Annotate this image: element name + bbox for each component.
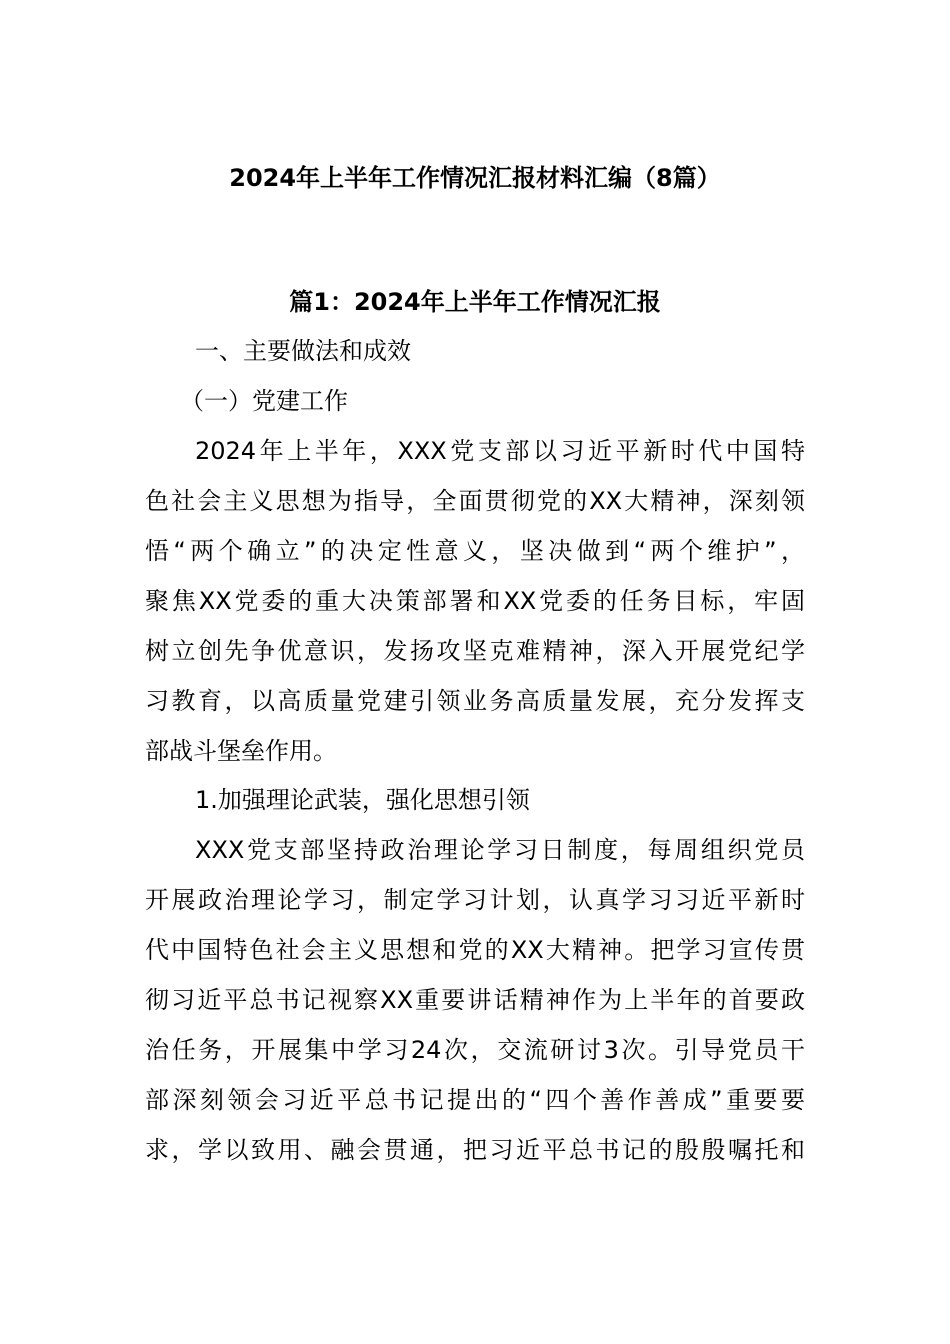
subheading-party-building: （一）党建工作	[180, 387, 348, 415]
paragraph-line: 求，学以致用、融会贯通，把习近平总书记的殷殷嘱托和	[145, 1136, 805, 1164]
paragraph-line: 树立创先争优意识，发扬攻坚克难精神，深入开展党纪学	[145, 637, 805, 665]
paragraph-line: 2024年上半年，XXX党支部以习近平新时代中国特	[195, 437, 805, 465]
paragraph-line: 彻习近平总书记视察XX重要讲话精神作为上半年的首要政	[145, 986, 805, 1014]
paragraph-line: 部战斗堡垒作用。	[145, 737, 337, 765]
section-title: 篇1：2024年上半年工作情况汇报	[289, 288, 661, 316]
paragraph-line: 部深刻领会习近平总书记提出的“四个善作善成”重要要	[145, 1086, 805, 1114]
document-title: 2024年上半年工作情况汇报材料汇编（8篇）	[229, 164, 721, 192]
paragraph-line: 色社会主义思想为指导，全面贯彻党的XX大精神，深刻领	[145, 487, 805, 515]
paragraph-line: 聚焦XX党委的重大决策部署和XX党委的任务目标，牢固	[145, 587, 805, 615]
paragraph-line: 习教育，以高质量党建引领业务高质量发展，充分发挥支	[145, 687, 805, 715]
paragraph-line: XXX党支部坚持政治理论学习日制度，每周组织党员	[195, 836, 805, 864]
paragraph-line: 开展政治理论学习，制定学习计划，认真学习习近平新时	[145, 886, 805, 914]
paragraph-line: 代中国特色社会主义思想和党的XX大精神。把学习宣传贯	[145, 936, 805, 964]
paragraph-line: 治任务，开展集中学习24次，交流研讨3次。引导党员干	[145, 1036, 805, 1064]
heading-main-practices: 一、主要做法和成效	[195, 337, 411, 365]
paragraph-line: 悟“两个确立”的决定性意义，坚决做到“两个维护”，	[145, 537, 805, 565]
item-heading-theory: 1.加强理论武装，强化思想引领	[195, 786, 530, 814]
